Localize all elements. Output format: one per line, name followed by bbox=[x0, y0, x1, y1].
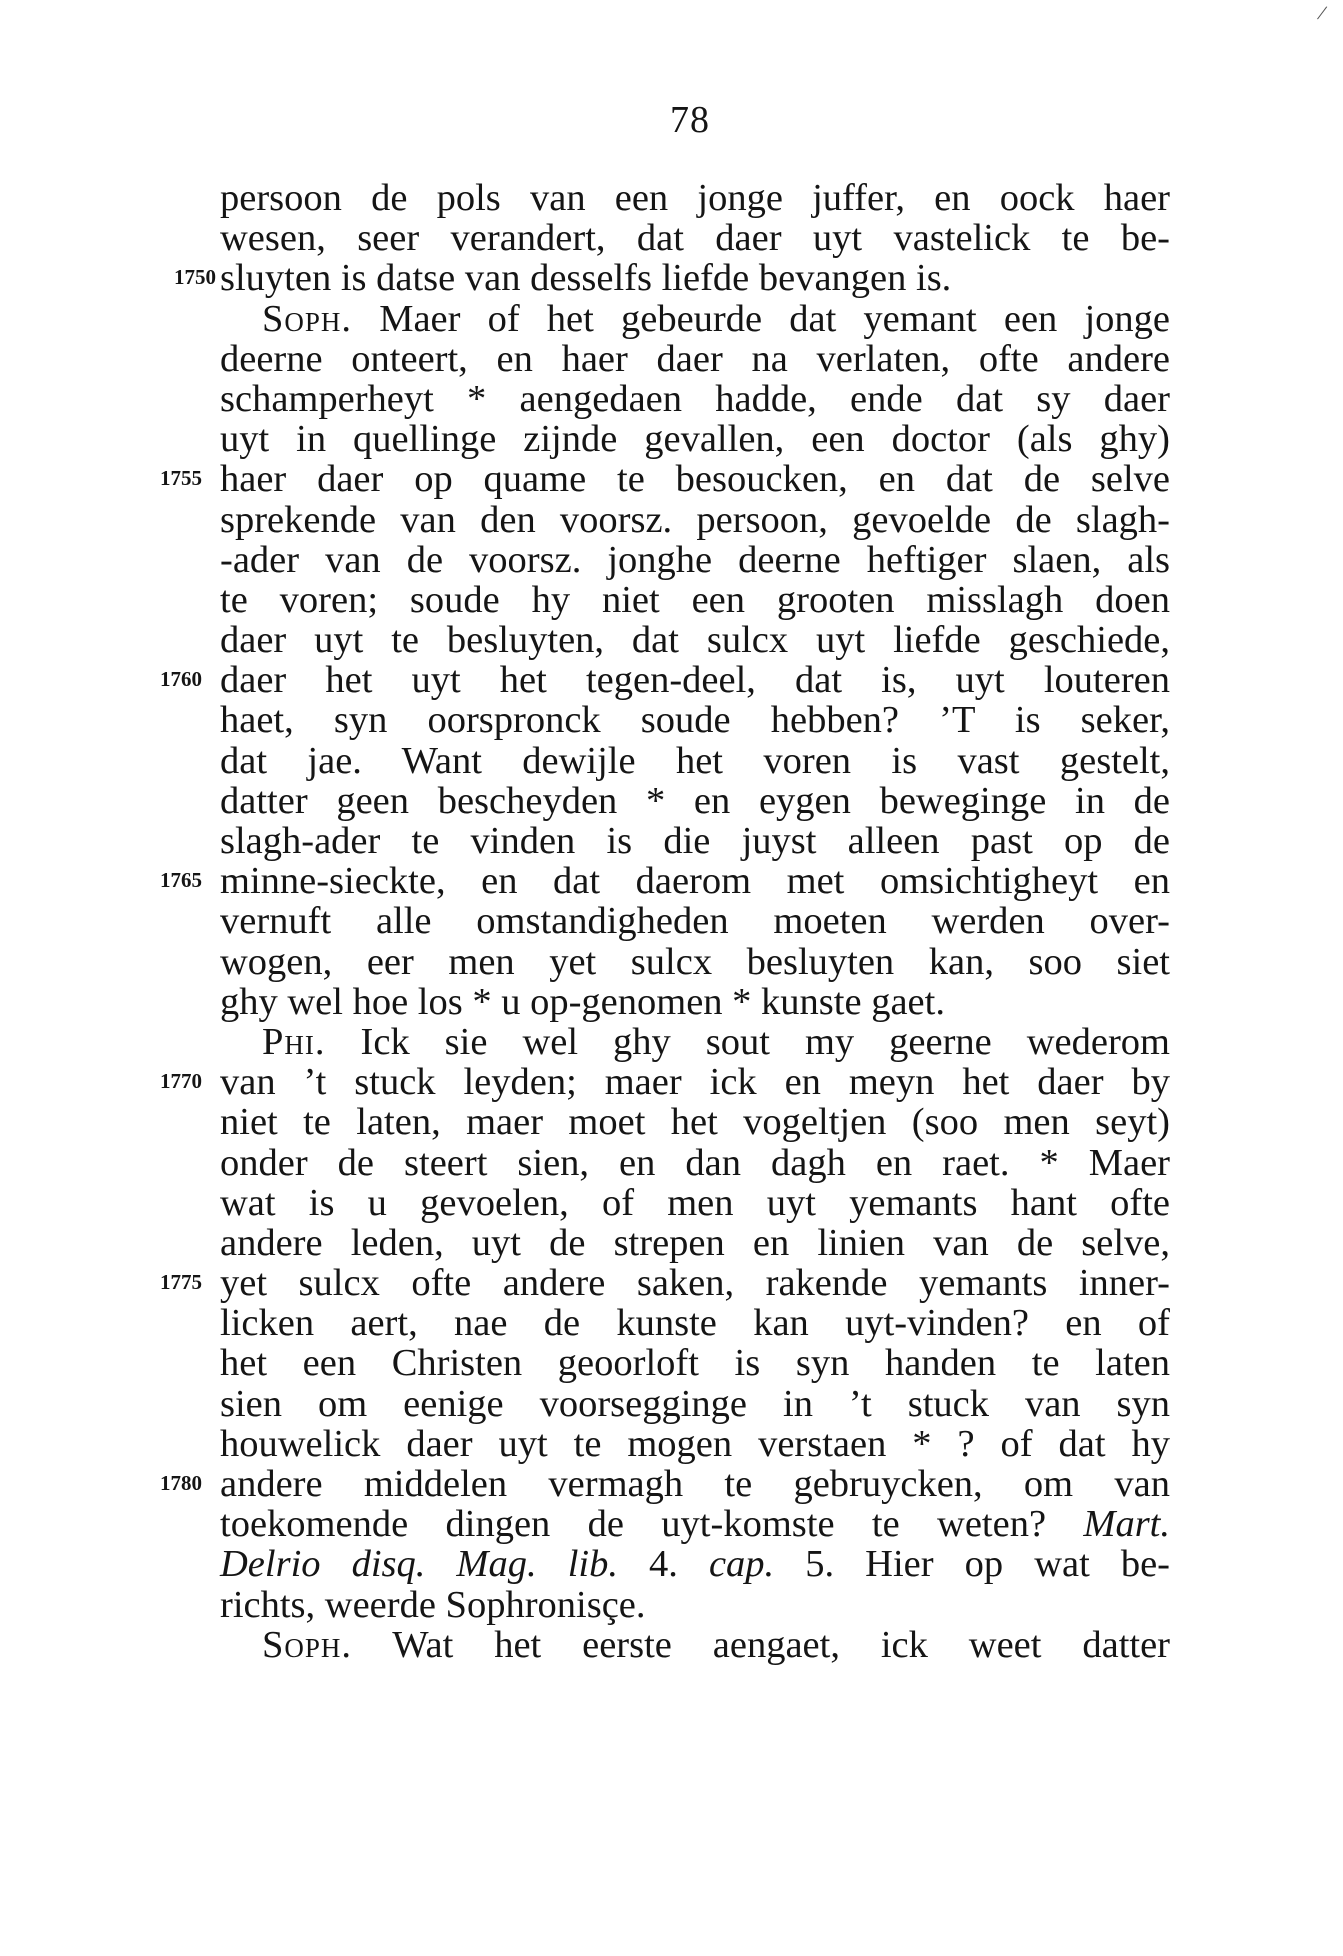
text-line bbox=[220, 540, 1170, 580]
line-number: 1770 bbox=[160, 1069, 202, 1094]
line-text: richts, weerde Sophronisçe. bbox=[220, 1583, 646, 1626]
line-number: 1780 bbox=[160, 1471, 202, 1495]
line-text: sien om eenige voorsegginge in ’t stuck van syn bbox=[220, 1382, 1170, 1425]
corner-mark: / bbox=[1315, 0, 1329, 26]
line-text: vernuft alle omstandigheden moeten werden over- bbox=[220, 900, 1170, 943]
text-line bbox=[220, 821, 1170, 861]
line-text: yet sulcx ofte andere saken, rakende yemants inner- bbox=[220, 1262, 1170, 1305]
line-text: haer daer op quame te besoucken, en dat de selve bbox=[220, 458, 1170, 501]
text-line bbox=[220, 580, 1170, 620]
text-line bbox=[160, 1463, 1170, 1505]
text-line bbox=[220, 1022, 1170, 1062]
body-text bbox=[160, 177, 1171, 1666]
text-line bbox=[220, 1143, 1170, 1183]
page-number: 78 bbox=[670, 99, 710, 141]
text-line bbox=[220, 1585, 1170, 1625]
text-line bbox=[160, 1262, 1170, 1305]
speaker-name: Soph. bbox=[262, 297, 353, 340]
text-line bbox=[220, 1384, 1170, 1424]
line-text: wesen, seer verandert, dat daer uyt vastelick te be- bbox=[220, 217, 1170, 260]
line-text: Ick sie wel ghy sout my geerne wederom bbox=[325, 1020, 1170, 1063]
text-line bbox=[220, 178, 1170, 218]
text-line bbox=[220, 620, 1170, 660]
text-line bbox=[220, 1183, 1170, 1223]
line-number: 1760 bbox=[160, 667, 202, 692]
line-text: andere leden, uyt de strepen en linien van de selve, bbox=[220, 1221, 1170, 1264]
line-text: Wat het eerste aengaet, ick weet datter bbox=[352, 1623, 1170, 1666]
text-line bbox=[220, 1102, 1170, 1142]
line-text: andere middelen vermagh te gebruycken, om van bbox=[220, 1463, 1170, 1505]
line-text: 5. Hier op wat be- bbox=[774, 1543, 1171, 1586]
line-text: Maer of het gebeurde dat yemant een jonge bbox=[352, 297, 1170, 340]
text-line bbox=[160, 458, 1170, 501]
text-line bbox=[160, 659, 1170, 702]
text-line bbox=[220, 982, 1170, 1022]
line-text: niet te laten, maer moet het vogeltjen (soo men seyt) bbox=[220, 1101, 1170, 1144]
citation: Delrio disq. Mag. lib. bbox=[220, 1543, 618, 1586]
line-text: slagh-ader te vinden is die juyst alleen past op de bbox=[220, 820, 1170, 862]
text-line bbox=[220, 339, 1170, 379]
line-text: dat jae. Want dewijle het voren is vast gestelt, bbox=[220, 739, 1170, 782]
line-text: daer het uyt het tegen-deel, dat is, uyt louteren bbox=[220, 659, 1170, 702]
line-text: persoon de pols van een jonge juffer, en oock haer bbox=[220, 177, 1170, 219]
line-text: van ’t stuck leyden; maer ick en meyn het daer by bbox=[220, 1061, 1170, 1104]
text-line bbox=[220, 379, 1170, 419]
text-line bbox=[220, 1625, 1170, 1665]
text-line bbox=[220, 1544, 1170, 1584]
line-text: haet, syn oorspronck soude hebben? ’T is seker, bbox=[220, 699, 1170, 742]
line-text: 4. bbox=[617, 1543, 709, 1586]
line-text: wat is u gevoelen, of men uyt yemants hant ofte bbox=[220, 1181, 1170, 1224]
text-line bbox=[160, 860, 1170, 903]
text-line bbox=[220, 1223, 1170, 1263]
line-number: 1755 bbox=[160, 466, 202, 491]
text-line bbox=[220, 741, 1170, 781]
text-line bbox=[220, 1303, 1170, 1343]
line-text: het een Christen geoorloft is syn handen te laten bbox=[220, 1342, 1170, 1385]
line-text: deerne onteert, en haer daer na verlaten, ofte andere bbox=[220, 337, 1170, 380]
text-line bbox=[220, 942, 1170, 982]
line-text: sprekende van den voorsz. persoon, gevoelde de slagh- bbox=[220, 498, 1170, 541]
text-line bbox=[220, 1424, 1170, 1464]
line-number: 1750 bbox=[174, 265, 216, 290]
line-text: sluyten is datse van desselfs liefde bevangen is. bbox=[220, 257, 952, 300]
speaker-name: Soph. bbox=[262, 1623, 353, 1666]
line-text: te voren; soude hy niet een grooten misslagh doen bbox=[220, 578, 1170, 621]
line-text: toekomende dingen de uyt-komste te weten? bbox=[220, 1503, 1084, 1546]
text-line bbox=[220, 299, 1170, 339]
line-text: daer uyt te besluyten, dat sulcx uyt liefde geschiede, bbox=[220, 619, 1170, 662]
text-line bbox=[220, 419, 1170, 459]
line-text: datter geen bescheyden * en eygen beweginge in de bbox=[220, 779, 1170, 822]
citation: Mart. bbox=[1083, 1503, 1170, 1546]
text-line bbox=[220, 500, 1170, 540]
line-number: 1775 bbox=[160, 1270, 202, 1295]
line-text: onder de steert sien, en dan dagh en raet. * Maer bbox=[220, 1141, 1170, 1184]
line-text: wogen, eer men yet sulcx besluyten kan, soo siet bbox=[220, 940, 1170, 983]
text-line bbox=[220, 700, 1170, 740]
line-text: ghy wel hoe los * u op-genomen * kunste gaet. bbox=[220, 980, 945, 1023]
text-line bbox=[220, 1504, 1170, 1544]
text-line bbox=[220, 218, 1170, 258]
text-line bbox=[220, 901, 1170, 941]
line-text: houwelick daer uyt te mogen verstaen * ? of dat hy bbox=[220, 1422, 1170, 1465]
line-text: uyt in quellinge zijnde gevallen, een doctor (als ghy) bbox=[220, 418, 1170, 461]
citation: cap. bbox=[708, 1543, 775, 1586]
line-text: schamperheyt * aengedaen hadde, ende dat sy daer bbox=[220, 377, 1170, 420]
line-number: 1765 bbox=[160, 868, 202, 893]
text-line bbox=[174, 257, 1170, 300]
text-line bbox=[220, 1343, 1170, 1383]
line-text: licken aert, nae de kunste kan uyt-vinden? en of bbox=[220, 1302, 1170, 1345]
line-text: minne-sieckte, en dat daerom met omsichtigheyt en bbox=[220, 860, 1170, 903]
text-line bbox=[220, 781, 1170, 821]
speaker-name: Phi. bbox=[262, 1020, 326, 1063]
text-line bbox=[160, 1061, 1170, 1104]
line-text: -ader van de voorsz. jonghe deerne heftiger slaen, als bbox=[220, 538, 1170, 581]
